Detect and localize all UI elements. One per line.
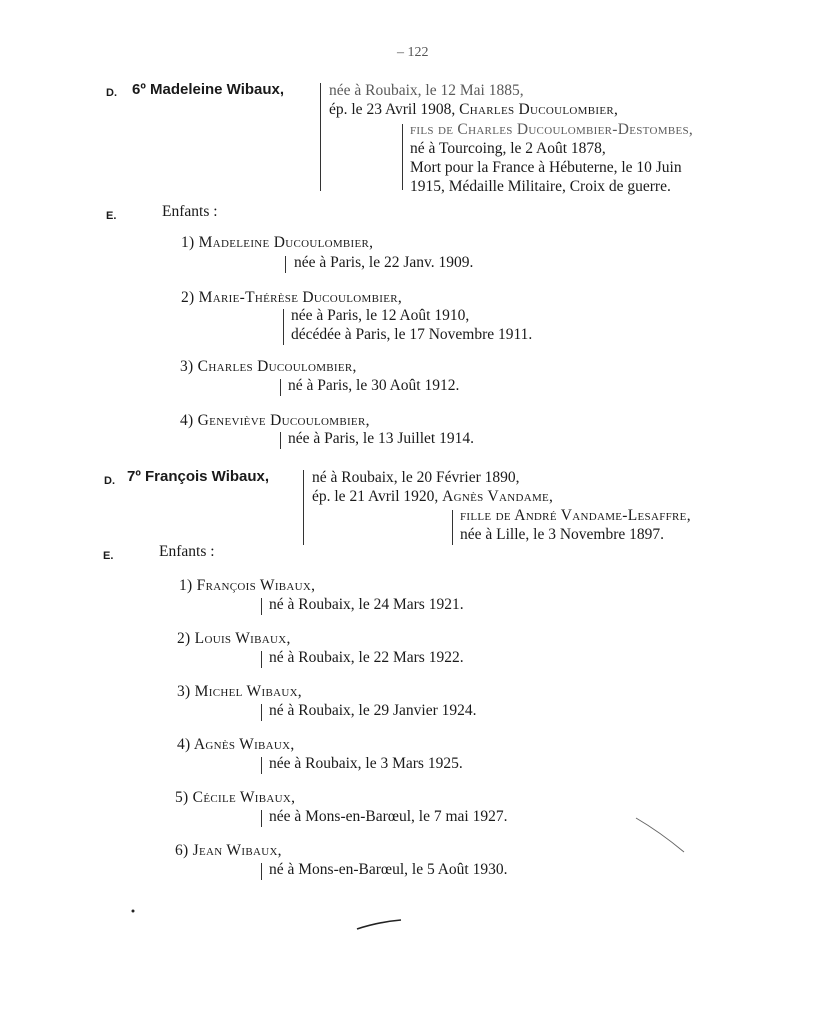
- marriage-date: ép. le 23 Avril 1908,: [329, 101, 460, 118]
- child-detail: né à Mons-en-Barœul, le 5 Août 1930.: [269, 861, 508, 878]
- child-detail: née à Mons-en-Barœul, le 7 mai 1927.: [269, 808, 508, 825]
- child-name: 3) Michel Wibaux,: [177, 683, 302, 700]
- child-name: 2) Marie-Thérèse Ducoulombier,: [181, 289, 403, 306]
- children-heading: Enfants :: [159, 543, 215, 560]
- page-number: – 122: [397, 45, 429, 60]
- child-name: 1) François Wibaux,: [179, 577, 316, 594]
- child-name: 5) Cécile Wibaux,: [175, 789, 296, 806]
- spouse-birth-line: née à Lille, le 3 Novembre 1897.: [460, 526, 665, 543]
- children-heading: Enfants :: [162, 203, 218, 220]
- spouse-parents-line: fille de André Vandame-Lesaffre,: [460, 507, 691, 524]
- person-name: 6º Madeleine Wibaux,: [132, 81, 285, 98]
- ink-dot: [132, 910, 135, 913]
- spouse-death-line: Mort pour la France à Hébuterne, le 10 Juin: [410, 159, 682, 176]
- generation-level: E.: [106, 210, 117, 222]
- person-name: 7º François Wibaux,: [127, 468, 270, 485]
- spouse-honours-line: 1915, Médaille Militaire, Croix de guerre.: [410, 178, 671, 195]
- spouse-parents-line: fils de Charles Ducoulombier-Destombes,: [410, 121, 694, 138]
- child-detail: décédée à Paris, le 17 Novembre 1911.: [291, 326, 533, 343]
- child-detail: né à Roubaix, le 24 Mars 1921.: [269, 596, 464, 613]
- child-detail: né à Roubaix, le 22 Mars 1922.: [269, 649, 464, 666]
- birth-line: née à Roubaix, le 12 Mai 1885,: [329, 82, 524, 99]
- spouse-name: Charles Ducoulombier,: [459, 101, 619, 118]
- generation-level: E.: [103, 550, 114, 562]
- generation-level: D.: [106, 87, 117, 99]
- closing-flourish: [357, 920, 401, 929]
- generation-level: D.: [104, 475, 115, 487]
- child-detail: né à Roubaix, le 29 Janvier 1924.: [269, 702, 477, 719]
- child-detail: née à Roubaix, le 3 Mars 1925.: [269, 755, 463, 772]
- child-detail: née à Paris, le 12 Août 1910,: [291, 307, 470, 324]
- child-name: 2) Louis Wibaux,: [177, 630, 291, 647]
- marriage-date: ép. le 21 Avril 1920,: [312, 488, 443, 505]
- birth-line: né à Roubaix, le 20 Février 1890,: [312, 469, 520, 486]
- spouse-name: Agnès Vandame,: [442, 488, 554, 505]
- child-name: 1) Madeleine Ducoulombier,: [181, 234, 374, 251]
- child-name: 4) Geneviève Ducoulombier,: [180, 412, 370, 429]
- pen-mark: [636, 818, 684, 852]
- child-name: 6) Jean Wibaux,: [175, 842, 282, 859]
- child-detail: née à Paris, le 22 Janv. 1909.: [294, 254, 474, 271]
- child-detail: née à Paris, le 13 Juillet 1914.: [288, 430, 474, 447]
- child-name: 3) Charles Ducoulombier,: [180, 358, 357, 375]
- child-name: 4) Agnès Wibaux,: [177, 736, 295, 753]
- spouse-birth-line: né à Tourcoing, le 2 Août 1878,: [410, 140, 606, 157]
- child-detail: né à Paris, le 30 Août 1912.: [288, 377, 460, 394]
